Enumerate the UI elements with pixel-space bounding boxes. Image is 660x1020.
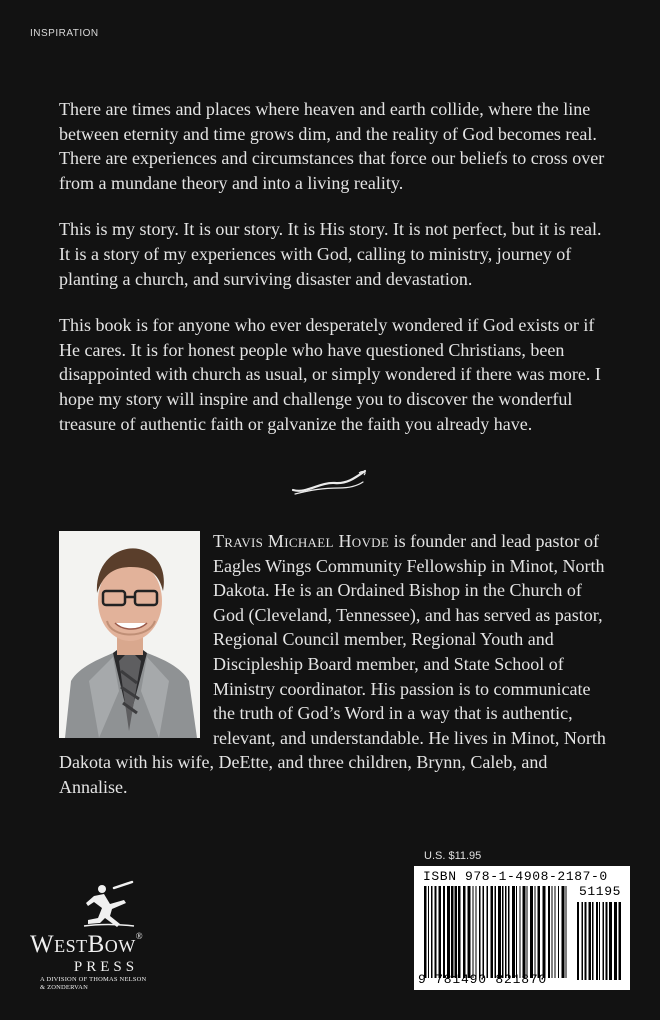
barcode-bar [516,886,517,978]
barcode-bar [447,886,450,978]
barcode-bar [428,886,429,978]
barcode-bar [455,886,458,978]
barcode-bar [479,886,481,978]
barcode-bar [619,902,622,980]
publisher-logo [26,880,186,990]
category-label: INSPIRATION [30,28,99,39]
barcode-bar [527,886,528,978]
publisher-name [26,931,190,959]
barcode-bar [592,902,594,980]
barcode-bar [483,886,485,978]
barcode-bar [589,902,592,980]
division-line: A DIVISION OF THOMAS NELSON [40,976,147,983]
division-line: & ZONDERVAN [40,984,88,991]
publisher-division [40,976,180,992]
barcode-bar [502,886,504,978]
barcode-bar [585,902,587,980]
barcode-bar [505,886,507,978]
blurb-paragraph: There are times and places where heaven and earth collide, where the line between eternity and time grows dim, and the reality of God becomes real. There are experiences and circumstances that force our beliefs to cross over from a mundane theory and into a living reality. [59,99,605,193]
barcode-bar [443,886,445,978]
barcode-bars-main [424,886,567,978]
barcode-bar [463,886,466,978]
isbn-label: ISBN 978-1-4908-2187-0 [423,869,608,884]
barcode-bars-addon [577,902,624,980]
barcode-bar [566,886,567,978]
barcode-bar [431,886,433,978]
barcode-bar [535,886,536,978]
barcode-bar [599,902,600,980]
barcode-bar [491,886,494,978]
barcode-bar [552,886,553,978]
publisher-name-text: WestBow [30,931,136,958]
blurb-paragraph: This is my story. It is our story. It is His story. It is not perfect, but it is real. It is a story of my experiences with God, calling to ministry, journey of planting a church, and surviving disaster and devastation. [59,219,602,289]
barcode-bar [487,886,489,978]
barcode-bar [439,886,442,978]
barcode-bar [582,902,584,980]
barcode-bar [498,886,501,978]
barcode-bar [609,902,612,980]
barcode-bar [548,886,550,978]
blurb-paragraph: This book is for anyone who ever desperately wondered if God exists or if He cares. It is for honest people who have questioned Christians, been disappointed with church as usual, or simply wondered if there was more. I hope my story will inspire and challenge you to discover the wonderful treasure of authentic faith or galvanize the faith you already have. [59,315,601,434]
barcode-bar [606,902,608,980]
registered-mark: ® [135,931,144,941]
barcode-bar [495,886,497,978]
price-code: 51195 [579,884,622,899]
barcode-bar [538,886,541,978]
barcode-bar [508,886,510,978]
barcode-bar [614,902,617,980]
barcode-bar [555,886,556,978]
barcode-bar [603,902,605,980]
price-label: U.S. $11.95 [424,850,482,862]
barcode-bar [530,886,533,978]
barcode-bar [520,886,521,978]
isbn-barcode [414,866,630,990]
isbn-digits: 9 781490 821870 [418,972,548,987]
barcode-bar [562,886,565,978]
back-cover-blurb [59,97,611,458]
barcode-bar [468,886,471,978]
author-name: Travis Michael Hovde [213,531,390,551]
barcode-bar [435,886,437,978]
flourish-ornament-icon [289,468,369,498]
barcode-bar [512,886,515,978]
barcode-bar [451,886,454,978]
barcode-bar [476,886,477,978]
barcode-bar [596,902,598,980]
author-bio-text: is founder and lead pastor of Eagles Wings Community Fellowship in Minot, North Dakota. He is an Ordained Bishop in the Church of God (Cleveland, Tennessee), and has served as pastor, Regional Council member, Regional Youth and Discipleship Board member, and State School of Ministry coordinator. His passion is to communicate the truth of God’s Word in a way that is authentic, relevant, and understandable. He lives in Minot, North Dakota with his wife, DeEtte, and three children, Brynn, Caleb, and Annalise. [59,531,606,797]
leaping-figure-icon [80,880,136,930]
author-bio [59,529,614,800]
barcode-bar [473,886,474,978]
barcode-bar [458,886,461,978]
publisher-sub: PRESS [73,959,139,975]
barcode-bar [523,886,526,978]
barcode-bar [558,886,559,978]
barcode-bar [424,886,427,978]
barcode-bar [543,886,546,978]
barcode-bar [577,902,579,980]
